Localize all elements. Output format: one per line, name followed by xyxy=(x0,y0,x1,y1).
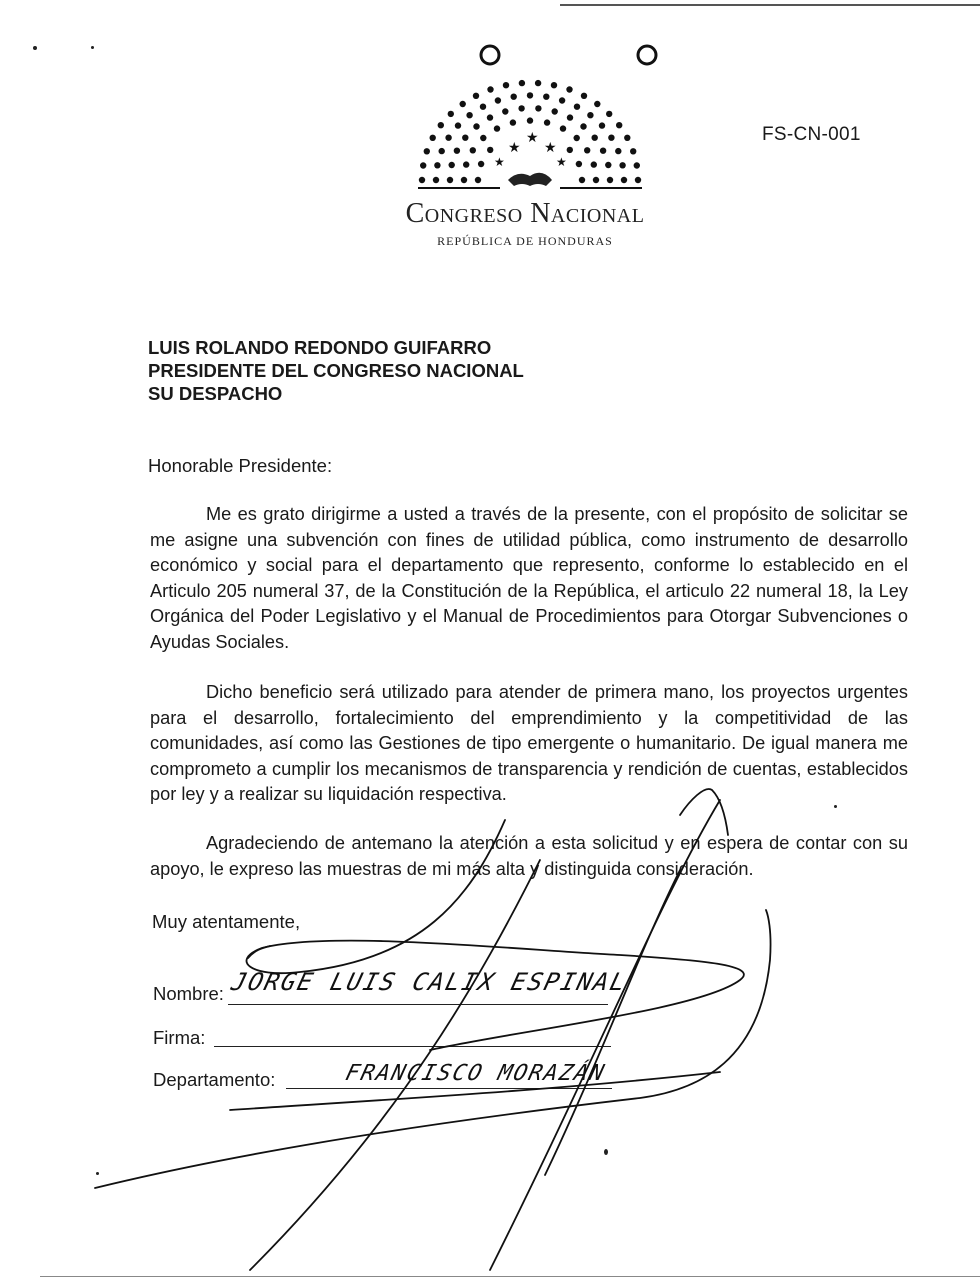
seal-seat-dot xyxy=(574,135,580,141)
salutation: Honorable Presidente: xyxy=(148,455,333,476)
seal-seat-dot xyxy=(419,177,425,183)
seal-seat-dot xyxy=(580,123,586,129)
seal-seat-dot xyxy=(616,122,622,128)
seal-seat-dot xyxy=(605,162,611,168)
signature-stroke-under xyxy=(248,946,270,958)
seal-seat-dot xyxy=(567,147,573,153)
seal-seat-dot xyxy=(634,162,640,168)
seal-seat-dot xyxy=(581,93,587,99)
seal-seat-dot xyxy=(463,161,469,167)
seal-seat-dot xyxy=(576,161,582,167)
seal-seat-dot xyxy=(567,114,573,120)
seal-seat-dot xyxy=(487,86,493,92)
seal-seat-dot xyxy=(594,101,600,107)
seal-seat-dot xyxy=(621,177,627,183)
seal-seat-dot xyxy=(606,111,612,117)
seal-seat-dot xyxy=(466,112,472,118)
seal-seat-dot xyxy=(584,147,590,153)
seal-seat-dot xyxy=(543,94,549,100)
seal-seat-dot xyxy=(439,148,445,154)
addressee-name: LUIS ROLANDO REDONDO GUIFARRO xyxy=(148,337,492,358)
seal-seat-dot xyxy=(630,148,636,154)
body-paragraph-2 xyxy=(150,680,908,808)
seal-seat-dot xyxy=(495,97,501,103)
seal-seat-dot xyxy=(574,104,580,110)
seal-seat-dot xyxy=(587,112,593,118)
seal-seat-dot xyxy=(599,122,605,128)
body-paragraph-1-text: Me es grato dirigirme a usted a través de la presente, con el propósito de solicitar se me asigne una subvención con fines de utilidad pública, como instrumento de desarrollo económico y social para el departamento que represento, conforme lo establecido en el Articulo 205 numeral 37, de la Constitución de la República, el articulo 22 numeral 18, la Ley Orgánica del Poder Legislativo y el Manual de Procedimientos para Otorgar Subvenciones o Ayudas Sociales. xyxy=(150,504,908,652)
seal-seat-dot xyxy=(470,147,476,153)
seal-seat-dot xyxy=(579,177,585,183)
svg-text:★: ★ xyxy=(494,155,505,169)
document-code: FS-CN-001 xyxy=(762,124,861,145)
seal-seat-dot xyxy=(487,114,493,120)
seal-seat-dot xyxy=(473,93,479,99)
seal-seat-dot xyxy=(480,104,486,110)
seal-seat-dot xyxy=(624,135,630,141)
scan-speck xyxy=(604,1149,608,1155)
svg-text:★: ★ xyxy=(508,140,521,156)
body-paragraph-2-text: Dicho beneficio será utilizado para atender de primera mano, los proyectos urgentes para el desarrollo, fortalecimiento del emprendimiento y la competitividad de las comunidades, así como las Gestiones de tipo emergente o humanitario. De igual manera me comprometo a cumplir los mecanismos de transparencia y rendición de cuentas, establecidos por ley y a realizar su liquidación respectiva. xyxy=(150,682,908,804)
seal-seat-dot xyxy=(461,177,467,183)
seal-seat-dot xyxy=(592,135,598,141)
seal-seat-dot xyxy=(487,147,493,153)
signature-stroke-diag-3 xyxy=(545,870,680,1175)
svg-text:★: ★ xyxy=(544,140,557,156)
svg-text:★: ★ xyxy=(556,155,567,169)
seal-seat-dot xyxy=(420,162,426,168)
seal-seat-dot xyxy=(511,94,517,100)
seal-seat-dot xyxy=(510,119,516,125)
seal-seat-dot xyxy=(430,135,436,141)
seal-seat-dot xyxy=(448,111,454,117)
svg-text:★: ★ xyxy=(526,130,539,146)
seal-seat-dot xyxy=(438,122,444,128)
departamento-line xyxy=(286,1088,612,1089)
seal-seat-dot xyxy=(454,148,460,154)
body-paragraph-3-text: Agradeciendo de antemano la atención a esta solicitud y en espera de contar con su apoyo, le expreso las muestras de mi más alta y distinguida consideración. xyxy=(150,833,908,879)
seal-seat-dot xyxy=(480,135,486,141)
body-paragraph-1 xyxy=(150,502,908,655)
seal-left-ring-icon xyxy=(481,46,499,64)
signature-stroke-long xyxy=(95,910,771,1188)
seal-seat-dot xyxy=(447,177,453,183)
seal-seat-dot xyxy=(591,161,597,167)
addressee-office: SU DESPACHO xyxy=(148,383,283,404)
seal-seat-dot xyxy=(607,177,613,183)
departamento-label: Departamento: xyxy=(153,1069,276,1090)
seal-seat-dot xyxy=(478,161,484,167)
scan-speck xyxy=(33,46,37,50)
seal-seat-dot xyxy=(619,162,625,168)
seal-stars-icon xyxy=(494,130,567,169)
seal-seat-dot xyxy=(600,148,606,154)
seal-seat-dot xyxy=(615,148,621,154)
firma-label: Firma: xyxy=(153,1027,206,1048)
institution-name: Congreso Nacional xyxy=(405,198,645,229)
seal-seat-dot xyxy=(566,86,572,92)
top-border-line xyxy=(560,4,980,6)
seal-seat-dot xyxy=(535,105,541,111)
seal-seat-dot xyxy=(462,135,468,141)
seal-seat-dot xyxy=(445,135,451,141)
seal-seat-dot xyxy=(449,162,455,168)
seal-seat-dot xyxy=(527,92,533,98)
seal-seat-dot xyxy=(593,177,599,183)
seal-seat-dot xyxy=(502,108,508,114)
seal-seat-dot xyxy=(519,80,525,86)
seal-seat-dot xyxy=(608,135,614,141)
seal-seat-dot xyxy=(518,105,524,111)
bottom-border-line xyxy=(40,1276,980,1277)
nombre-line xyxy=(228,1004,608,1005)
seal-seat-dot xyxy=(473,123,479,129)
seal-seat-dot xyxy=(535,80,541,86)
seal-seat-dot xyxy=(475,177,481,183)
seal-emblem-icon xyxy=(508,173,552,186)
scan-speck xyxy=(91,46,94,49)
seal-seat-dot xyxy=(552,108,558,114)
seal-seat-dot xyxy=(551,82,557,88)
seal-seat-dot xyxy=(503,82,509,88)
seal-seat-dot xyxy=(433,177,439,183)
nombre-handwritten-value: JORGE LUIS CALIX ESPINAL xyxy=(228,968,631,996)
institution-subtitle: REPÚBLICA DE HONDURAS xyxy=(437,234,613,248)
scan-speck xyxy=(834,805,837,808)
addressee-block xyxy=(148,336,524,405)
seal-right-ring-icon xyxy=(638,46,656,64)
seal-seat-dot xyxy=(560,125,566,131)
seal-seat-dot xyxy=(544,119,550,125)
seal-seat-dot xyxy=(527,117,533,123)
departamento-handwritten-value: FRANCISCO MORAZÁN xyxy=(342,1061,609,1086)
closing-phrase: Muy atentamente, xyxy=(152,911,301,932)
seal-seat-dot xyxy=(424,148,430,154)
scan-speck xyxy=(96,1172,99,1175)
seal-seat-dot xyxy=(460,101,466,107)
seal-seat-dot xyxy=(559,97,565,103)
nombre-label: Nombre: xyxy=(153,983,224,1004)
body-paragraph-3 xyxy=(150,831,908,882)
seal-seat-dot xyxy=(434,162,440,168)
seal-seat-dot xyxy=(635,177,641,183)
seal-seat-dot xyxy=(494,125,500,131)
seal-seat-dot xyxy=(455,122,461,128)
addressee-title: PRESIDENTE DEL CONGRESO NACIONAL xyxy=(148,360,524,381)
firma-line xyxy=(214,1046,611,1047)
